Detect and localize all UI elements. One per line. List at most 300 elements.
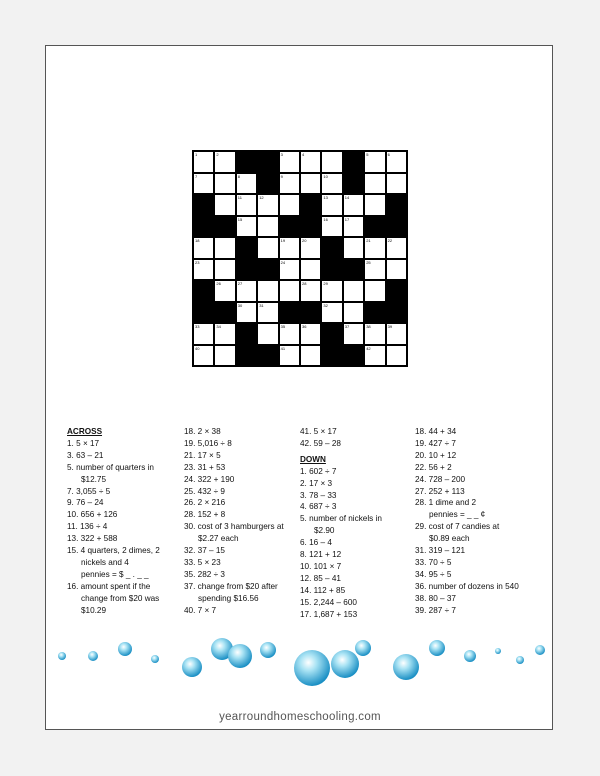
clue-line	[67, 497, 179, 509]
clue-text: 10 + 12	[428, 450, 457, 460]
clue-line	[415, 462, 535, 474]
grid-cell[interactable]	[364, 237, 385, 259]
cell-number: 2	[216, 152, 219, 157]
clue-number: 25.	[184, 486, 198, 496]
clue-number: 37.	[184, 581, 198, 591]
grid-cell-black	[279, 302, 300, 324]
bubble	[393, 654, 419, 680]
clue-number: 13.	[67, 534, 81, 544]
clues-column-1	[67, 426, 179, 617]
cell-number: 12	[259, 195, 264, 200]
clue-line	[300, 537, 410, 549]
cell-number: 3	[280, 152, 283, 157]
clue-line	[184, 474, 296, 486]
grid-cell[interactable]	[236, 194, 257, 216]
cell-number: 23	[195, 259, 200, 265]
grid-cell-black	[214, 216, 235, 238]
grid-cell[interactable]	[364, 345, 385, 367]
cell-number: 27	[237, 281, 243, 286]
clue-line: change from $20 was	[81, 593, 160, 603]
clue-text: 85 – 41	[313, 573, 341, 583]
grid-cell[interactable]	[343, 323, 364, 345]
cell-number: 32	[323, 302, 328, 308]
clue-line: spending $16.56	[198, 593, 259, 603]
grid-cell[interactable]	[364, 151, 385, 173]
clue-line	[67, 521, 179, 533]
clue-line	[300, 501, 410, 513]
clue-text: 2,244 – 600	[313, 597, 357, 607]
grid-cell-black	[257, 259, 278, 281]
clue-text: 427 ÷ 7	[428, 438, 456, 448]
cell-number: 19	[280, 238, 286, 243]
grid-cell[interactable]	[257, 194, 278, 216]
across-clue-list-1	[67, 438, 179, 617]
grid-cell-black	[386, 194, 407, 216]
clue-line	[300, 549, 410, 561]
grid-cell[interactable]	[257, 216, 278, 238]
grid-cell-black	[193, 194, 214, 216]
clue-number: 10.	[67, 510, 81, 520]
grid-cell[interactable]	[321, 173, 342, 195]
clues-column-4	[415, 426, 535, 617]
bubble	[355, 640, 371, 656]
grid-cell[interactable]	[193, 323, 214, 345]
clue-text: number of nickels in	[309, 514, 382, 524]
cell-number: 29	[323, 281, 328, 286]
clue-number: 33.	[415, 557, 429, 567]
clue-text: 1 dime and 2	[428, 498, 477, 508]
cell-number: 37	[344, 324, 350, 329]
clue-text: 152 + 8	[197, 510, 226, 520]
grid-cell-black	[386, 216, 407, 238]
grid-cell[interactable]	[193, 237, 214, 259]
grid-cell[interactable]	[214, 173, 235, 195]
grid-cell[interactable]	[386, 151, 407, 173]
grid-cell[interactable]	[321, 302, 342, 324]
cell-number: 15	[237, 216, 243, 222]
clue-number: 19.	[415, 438, 429, 448]
grid-cell-black	[236, 151, 257, 173]
down-clue-list-2	[415, 426, 535, 617]
clue-number: 21.	[184, 450, 198, 460]
grid-cell[interactable]	[364, 259, 385, 281]
cell-number: 33	[195, 324, 200, 329]
clue-line	[415, 521, 535, 533]
clue-line	[415, 497, 535, 509]
clue-number: 38.	[415, 593, 429, 603]
down-heading: DOWN	[300, 454, 326, 464]
clue-line: pennies = _ _ ¢	[429, 510, 486, 520]
clue-text: 252 + 113	[428, 486, 465, 496]
cell-number: 16	[323, 216, 328, 222]
clue-number: 31.	[415, 546, 429, 556]
bubble	[429, 640, 445, 656]
grid-cell[interactable]	[300, 151, 321, 173]
clue-line	[67, 581, 179, 593]
grid-cell-black	[321, 345, 342, 367]
bubble	[260, 642, 276, 658]
clue-number: 19.	[184, 438, 198, 448]
grid-cell[interactable]	[214, 280, 235, 302]
grid-cell[interactable]	[236, 302, 257, 324]
clue-number: 33.	[184, 557, 198, 567]
clue-text: 602 ÷ 7	[309, 466, 337, 476]
clue-line	[184, 509, 296, 521]
grid-cell[interactable]	[343, 280, 364, 302]
grid-cell[interactable]	[343, 194, 364, 216]
grid-cell-black	[343, 259, 364, 281]
grid-cell-black	[343, 173, 364, 195]
down-clue-list-1	[300, 466, 410, 621]
clue-text: 76 – 24	[76, 498, 104, 508]
clue-text: 728 – 200	[428, 474, 466, 484]
clue-line	[415, 569, 535, 581]
clue-text: amount spent if the	[80, 581, 151, 591]
clue-text: 2 × 38	[197, 427, 221, 436]
clue-number: 3.	[67, 450, 77, 460]
cell-number: 39	[387, 324, 393, 329]
grid-cell[interactable]	[300, 345, 321, 367]
clue-text: 5 × 23	[197, 557, 221, 567]
grid-cell[interactable]	[236, 280, 257, 302]
clue-number: 18.	[184, 427, 198, 436]
clue-number: 28.	[415, 498, 429, 508]
grid-cell[interactable]	[279, 237, 300, 259]
grid-cell-black	[193, 280, 214, 302]
grid-cell[interactable]	[193, 259, 214, 281]
clue-text: 37 – 15	[197, 546, 225, 556]
clue-number: 42.	[300, 438, 314, 448]
grid-cell-black	[321, 323, 342, 345]
clue-line	[415, 581, 535, 593]
grid-cell[interactable]	[279, 259, 300, 281]
clue-line	[184, 569, 296, 581]
grid-cell[interactable]	[364, 323, 385, 345]
grid-cell[interactable]	[300, 323, 321, 345]
cell-number: 10	[323, 173, 328, 179]
grid-cell-black	[300, 302, 321, 324]
clue-number: 4.	[300, 502, 310, 512]
clue-number: 36.	[415, 581, 429, 591]
grid-cell-black	[343, 345, 364, 367]
cell-number: 25	[366, 259, 371, 265]
grid-cell-black	[321, 259, 342, 281]
grid-cell[interactable]	[257, 280, 278, 302]
grid-cell[interactable]	[343, 302, 364, 324]
grid-cell-black	[236, 345, 257, 367]
clue-number: 3.	[300, 490, 310, 500]
cell-number: 20	[301, 238, 307, 243]
grid-cell[interactable]	[343, 216, 364, 238]
cell-number: 41	[280, 345, 286, 351]
clue-number: 34.	[415, 569, 429, 579]
grid-cell-black	[257, 151, 278, 173]
grid-cell[interactable]	[386, 323, 407, 345]
clue-text: 7 × 7	[197, 605, 217, 615]
grid-cell[interactable]	[321, 216, 342, 238]
clue-text: 2 × 216	[197, 498, 226, 508]
clue-number: 8.	[300, 550, 310, 560]
grid-cell[interactable]	[300, 259, 321, 281]
clue-text: 5 × 17	[313, 427, 337, 436]
clue-text: 432 ÷ 9	[197, 486, 225, 496]
cell-number: 36	[301, 324, 307, 329]
grid-cell[interactable]	[257, 302, 278, 324]
clue-text: 17 × 3	[309, 478, 333, 488]
clue-number: 1.	[67, 438, 77, 448]
clue-line	[300, 438, 410, 450]
clue-number: 22.	[415, 462, 429, 472]
bubble-decoration	[0, 600, 600, 690]
grid-cell[interactable]	[193, 173, 214, 195]
grid-cell-black	[300, 216, 321, 238]
grid-cell[interactable]	[214, 259, 235, 281]
clue-text: cost of 7 candies at	[428, 522, 500, 532]
clue-number: 15.	[67, 546, 81, 556]
clue-line	[300, 426, 410, 438]
clue-number: 20.	[415, 450, 429, 460]
grid-cell[interactable]	[279, 280, 300, 302]
clue-line	[184, 462, 296, 474]
cell-number: 34	[216, 324, 221, 329]
grid-cell[interactable]	[279, 151, 300, 173]
cell-number: 9	[280, 173, 283, 179]
clues-column-2	[184, 426, 296, 617]
clue-line	[184, 557, 296, 569]
grid-cell[interactable]	[214, 323, 235, 345]
grid-cell[interactable]	[386, 237, 407, 259]
clue-number: 41.	[300, 427, 314, 436]
clue-line: $2.90	[314, 526, 335, 536]
bubble	[516, 656, 524, 664]
bubble	[182, 657, 202, 677]
clue-text: 70 ÷ 5	[428, 557, 452, 567]
cell-number: 22	[387, 238, 393, 243]
grid-cell[interactable]	[321, 280, 342, 302]
grid-cell[interactable]	[279, 323, 300, 345]
clue-number: 5.	[300, 514, 310, 524]
grid-cell-black	[300, 194, 321, 216]
grid-cell[interactable]	[279, 345, 300, 367]
cell-number: 5	[366, 152, 369, 157]
clue-number: 24.	[184, 474, 198, 484]
grid-cell-black	[364, 216, 385, 238]
clue-text: 5,016 ÷ 8	[197, 438, 232, 448]
grid-cell[interactable]	[364, 173, 385, 195]
clue-line	[67, 509, 179, 521]
cell-number: 40	[195, 345, 200, 351]
clue-text: 322 + 190	[197, 474, 235, 484]
clue-line	[184, 426, 296, 438]
grid-cell[interactable]	[193, 345, 214, 367]
cell-number: 7	[195, 173, 198, 179]
grid-cell[interactable]	[300, 173, 321, 195]
clue-text: 78 – 33	[309, 490, 337, 500]
clue-line	[415, 426, 535, 438]
clue-number: 9.	[67, 498, 77, 508]
grid-cell[interactable]	[300, 280, 321, 302]
clue-line	[184, 581, 296, 593]
grid-cell[interactable]	[321, 194, 342, 216]
clue-text: 95 ÷ 5	[428, 569, 452, 579]
grid-cell-black	[279, 216, 300, 238]
cell-number: 38	[366, 324, 371, 329]
bubble	[294, 650, 330, 686]
grid-cell[interactable]	[257, 237, 278, 259]
clue-line	[184, 497, 296, 509]
clue-line	[300, 478, 410, 490]
clue-line	[184, 545, 296, 557]
crossword-grid	[192, 150, 408, 367]
grid-cell-black	[236, 237, 257, 259]
bubble	[535, 645, 545, 655]
grid-cell[interactable]	[236, 216, 257, 238]
grid-cell[interactable]	[386, 259, 407, 281]
grid-cell[interactable]	[193, 151, 214, 173]
clue-line	[67, 438, 179, 450]
clue-line	[415, 474, 535, 486]
clue-number: 2.	[300, 478, 310, 488]
clue-number: 11.	[67, 522, 81, 532]
grid-cell[interactable]	[386, 173, 407, 195]
across-clue-list-3	[300, 426, 410, 450]
grid-cell-black	[364, 302, 385, 324]
clue-number: 28.	[184, 510, 198, 520]
clue-text: 282 ÷ 3	[197, 569, 225, 579]
clue-line	[67, 533, 179, 545]
clue-text: number of quarters in	[76, 462, 154, 472]
grid-cell-black	[214, 302, 235, 324]
clue-text: 59 – 28	[313, 438, 341, 448]
clue-line	[415, 545, 535, 557]
clue-number: 24.	[415, 474, 429, 484]
grid-cell[interactable]	[386, 345, 407, 367]
clue-text: cost of 3 hamburgers at	[197, 522, 284, 532]
clue-text: 56 + 2	[428, 462, 452, 472]
clue-text: 17 × 5	[197, 450, 221, 460]
clue-number: 5.	[67, 462, 77, 472]
grid-cell[interactable]	[321, 151, 342, 173]
grid-cell-black	[257, 173, 278, 195]
clue-text: 287 ÷ 7	[428, 605, 456, 615]
clue-number: 10.	[300, 561, 314, 571]
clue-text: 31 + 53	[197, 462, 226, 472]
clue-number: 17.	[300, 609, 314, 619]
clue-text: 16 – 4	[309, 538, 332, 548]
clue-text: 44 + 34	[428, 427, 457, 436]
grid-cell[interactable]	[214, 345, 235, 367]
clue-line	[300, 585, 410, 597]
cell-number: 18	[195, 238, 200, 243]
cell-number: 1	[195, 152, 198, 157]
bubble	[464, 650, 476, 662]
clue-line	[415, 557, 535, 569]
grid-cell[interactable]	[236, 173, 257, 195]
cell-number: 28	[301, 281, 307, 286]
clue-line	[184, 521, 296, 533]
grid-cell-black	[343, 151, 364, 173]
grid-cell[interactable]	[343, 237, 364, 259]
clue-line: $10.29	[81, 605, 107, 615]
clue-number: 16.	[67, 581, 81, 591]
clue-number: 1.	[300, 466, 310, 476]
bubble	[118, 642, 132, 656]
grid-cell[interactable]	[279, 173, 300, 195]
clue-number: 12.	[300, 573, 314, 583]
clue-number: 40.	[184, 605, 198, 615]
clue-text: 112 + 85	[313, 585, 346, 595]
grid-cell[interactable]	[364, 280, 385, 302]
cell-number: 13	[323, 195, 328, 200]
cell-number: 30	[237, 302, 243, 308]
clue-text: 80 – 37	[428, 593, 456, 603]
grid-cell[interactable]	[257, 323, 278, 345]
cell-number: 4	[301, 152, 305, 157]
clue-line: $2.27 each	[198, 534, 239, 544]
clue-text: 656 + 126	[80, 510, 118, 520]
site-url: yearroundhomeschooling.com	[219, 711, 381, 723]
grid-cell[interactable]	[279, 194, 300, 216]
across-heading: ACROSS	[67, 427, 103, 436]
clue-line: nickels and 4	[81, 557, 129, 567]
clue-line	[415, 486, 535, 498]
clue-line	[184, 486, 296, 498]
cell-number: 42	[366, 345, 371, 351]
clue-text: 319 – 121	[428, 546, 466, 556]
bubble	[58, 652, 66, 660]
clue-text: 687 ÷ 3	[309, 502, 337, 512]
clue-number: 29.	[415, 522, 429, 532]
bubble	[495, 648, 501, 654]
cell-number: 21	[366, 238, 371, 243]
grid-cell[interactable]	[214, 194, 235, 216]
clue-line	[67, 486, 179, 498]
grid-cell[interactable]	[364, 194, 385, 216]
cell-number: 31	[259, 302, 264, 308]
clue-number: 30.	[184, 522, 198, 532]
clue-number: 6.	[300, 538, 310, 548]
bubble	[228, 644, 252, 668]
grid-cell-black	[236, 323, 257, 345]
grid-cell-black	[386, 280, 407, 302]
clue-text: 3,055 ÷ 5	[76, 486, 111, 496]
clue-text: change from $20 after	[197, 581, 278, 591]
cell-number: 17	[344, 216, 350, 222]
grid-cell-black	[193, 302, 214, 324]
clue-number: 27.	[415, 486, 429, 496]
cell-number: 35	[280, 324, 286, 329]
grid-cell[interactable]	[214, 237, 235, 259]
bubble	[151, 655, 159, 663]
clue-line: pennies = $ _ . _ _	[81, 569, 149, 579]
clue-number: 39.	[415, 605, 429, 615]
grid-cell[interactable]	[300, 237, 321, 259]
clue-text: 1,687 + 153	[313, 609, 358, 619]
clue-line	[300, 513, 410, 525]
clue-number: 35.	[184, 569, 198, 579]
cell-number: 6	[387, 152, 390, 157]
clues-column-3	[300, 426, 410, 621]
grid-cell-black	[321, 237, 342, 259]
grid-cell[interactable]	[214, 151, 235, 173]
clue-text: 4 quarters, 2 dimes, 2	[80, 546, 160, 556]
clue-line	[300, 490, 410, 502]
clue-number: 15.	[300, 597, 314, 607]
bubble	[88, 651, 98, 661]
grid-cell-black	[193, 216, 214, 238]
clue-line: $12.75	[81, 474, 107, 484]
clue-text: 101 × 7	[313, 561, 342, 571]
